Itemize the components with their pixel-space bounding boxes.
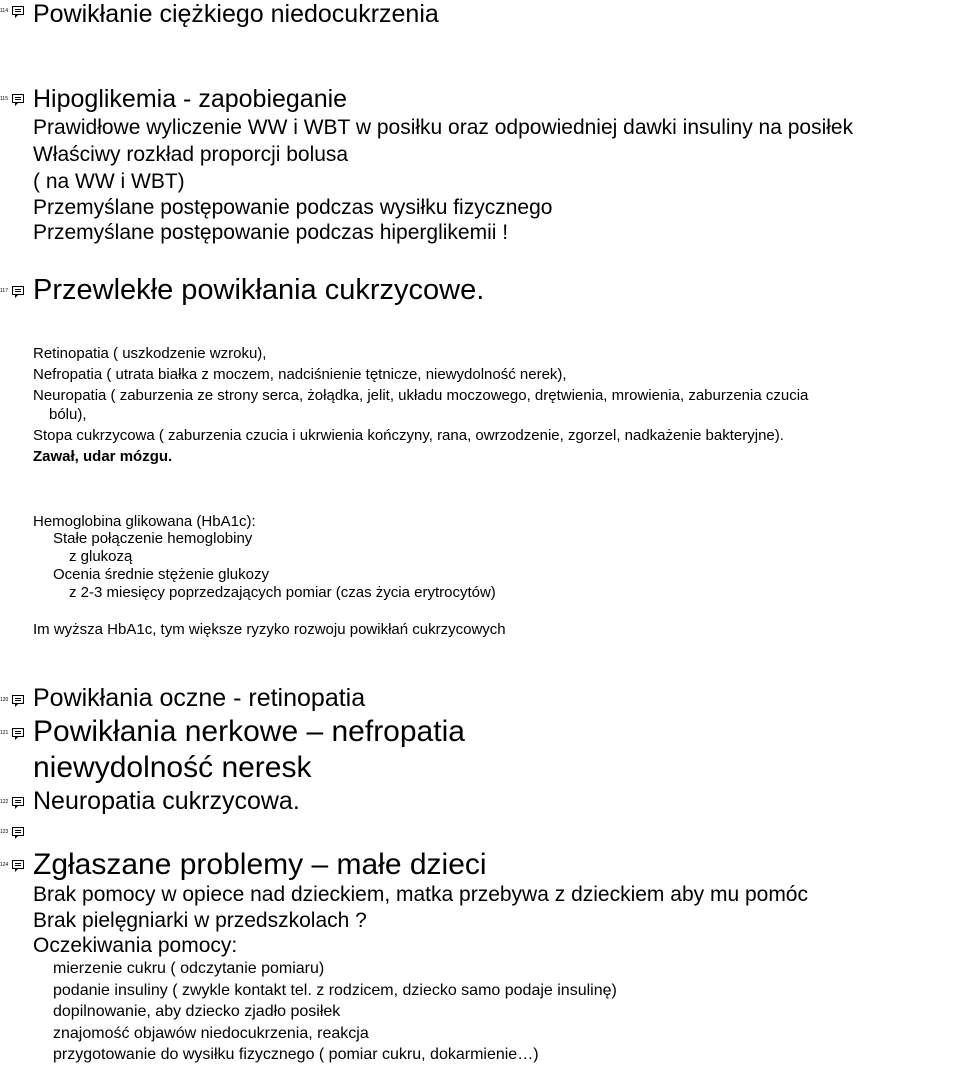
slide-124-subline: dopilnowanie, aby dziecko zjadło posiłek — [53, 1003, 341, 1020]
slide-title-124: Zgłaszane problemy – małe dzieci — [33, 848, 487, 881]
hba1c-line: z 2-3 miesięcy poprzedzających pomiar (czas życia erytrocytów) — [69, 584, 496, 601]
slide-marker-122 — [0, 797, 26, 811]
comment-icon[interactable] — [12, 827, 24, 836]
slide-117-line: Nefropatia ( utrata białka z moczem, nadciśnienie tętnicze, niewydolność nerek), — [33, 366, 567, 383]
slide-marker-124 — [0, 860, 26, 874]
slide-124-subline: mierzenie cukru ( odczytanie pomiaru) — [53, 960, 325, 977]
slide-title-121-line2: niewydolność neresk — [33, 751, 312, 784]
slide-124-line: Brak pielęgniarki w przedszkolach ? — [33, 909, 367, 932]
slide-number: 120 — [0, 697, 9, 703]
slide-115-line: Prawidłowe wyliczenie WW i WBT w posiłku oraz odpowiedniej dawki insuliny na posiłek — [33, 116, 854, 139]
slide-number: 122 — [0, 799, 9, 805]
comment-icon[interactable] — [12, 94, 24, 103]
slide-115-line: ( na WW i WBT) — [33, 170, 185, 193]
comment-icon[interactable] — [12, 6, 24, 15]
hba1c-line: z glukozą — [69, 548, 133, 565]
slide-124-subline: znajomość objawów niedocukrzenia, reakcja — [53, 1025, 369, 1042]
slide-117-line: Neuropatia ( zaburzenia ze strony serca, żołądka, jelit, układu moczowego, drętwienia, mrowienia, zaburzenia czucia — [33, 387, 809, 404]
slide-124-line: Oczekiwania pomocy: — [33, 934, 238, 957]
slide-marker-114 — [0, 6, 26, 20]
comment-icon[interactable] — [12, 860, 24, 869]
slide-117-line: Retinopatia ( uszkodzenie wzroku), — [33, 345, 267, 362]
comment-icon[interactable] — [12, 797, 24, 806]
comment-icon[interactable] — [12, 286, 24, 295]
slide-117-line: bólu), — [49, 406, 87, 423]
slide-number: 121 — [0, 730, 9, 736]
slide-124-line: Brak pomocy w opiece nad dzieckiem, matka przebywa z dzieckiem aby mu pomóc — [33, 883, 808, 906]
slide-117-line: Stopa cukrzycowa ( zaburzenia czucia i ukrwienia kończyny, rana, owrzodzenie, zgorzel, nadkażenie bakteryjne). — [33, 427, 784, 444]
slide-number: 124 — [0, 862, 9, 868]
slide-115-line: Przemyślane postępowanie podczas wysiłku fizycznego — [33, 196, 553, 219]
slide-124-subline: podanie insuliny ( zwykle kontakt tel. z rodzicem, dziecko samo podaje insulinę) — [53, 982, 617, 999]
comment-icon[interactable] — [12, 695, 24, 704]
slide-124-subline: przygotowanie do wysiłku fizycznego ( pomiar cukru, dokarmienie…) — [53, 1046, 539, 1063]
comment-icon[interactable] — [12, 728, 24, 737]
slide-title-114: Powikłanie ciężkiego niedocukrzenia — [33, 0, 439, 28]
slide-117-line-bold: Zawał, udar mózgu. — [33, 448, 173, 465]
hba1c-line: Stałe połączenie hemoglobiny — [53, 530, 253, 547]
hba1c-line: Im wyższa HbA1c, tym większe ryzyko rozwoju powikłań cukrzycowych — [33, 621, 506, 638]
slide-115-line: Właściwy rozkład proporcji bolusa — [33, 143, 349, 166]
hba1c-heading: Hemoglobina glikowana (HbA1c): — [33, 513, 256, 530]
slide-115-line: Przemyślane postępowanie podczas hiperglikemii ! — [33, 221, 509, 244]
slide-number: 123 — [0, 829, 9, 835]
slide-title-117: Przewlekłe powikłania cukrzycowe. — [33, 274, 485, 306]
slide-title-121-line1: Powikłania nerkowe – nefropatia — [33, 715, 465, 748]
slide-marker-120 — [0, 695, 26, 709]
slide-number: 115 — [0, 96, 8, 102]
slide-marker-117 — [0, 286, 26, 300]
hba1c-line: Ocenia średnie stężenie glukozy — [53, 566, 269, 583]
slide-number: 114 — [0, 8, 8, 14]
slide-title-120: Powikłania oczne - retinopatia — [33, 684, 366, 712]
slide-title-122: Neuropatia cukrzycowa. — [33, 787, 300, 815]
slide-marker-121 — [0, 728, 26, 742]
slide-title-115: Hipoglikemia - zapobieganie — [33, 85, 348, 113]
slide-marker-123 — [0, 827, 26, 841]
slide-number: 117 — [0, 288, 8, 294]
slide-marker-115 — [0, 94, 26, 108]
